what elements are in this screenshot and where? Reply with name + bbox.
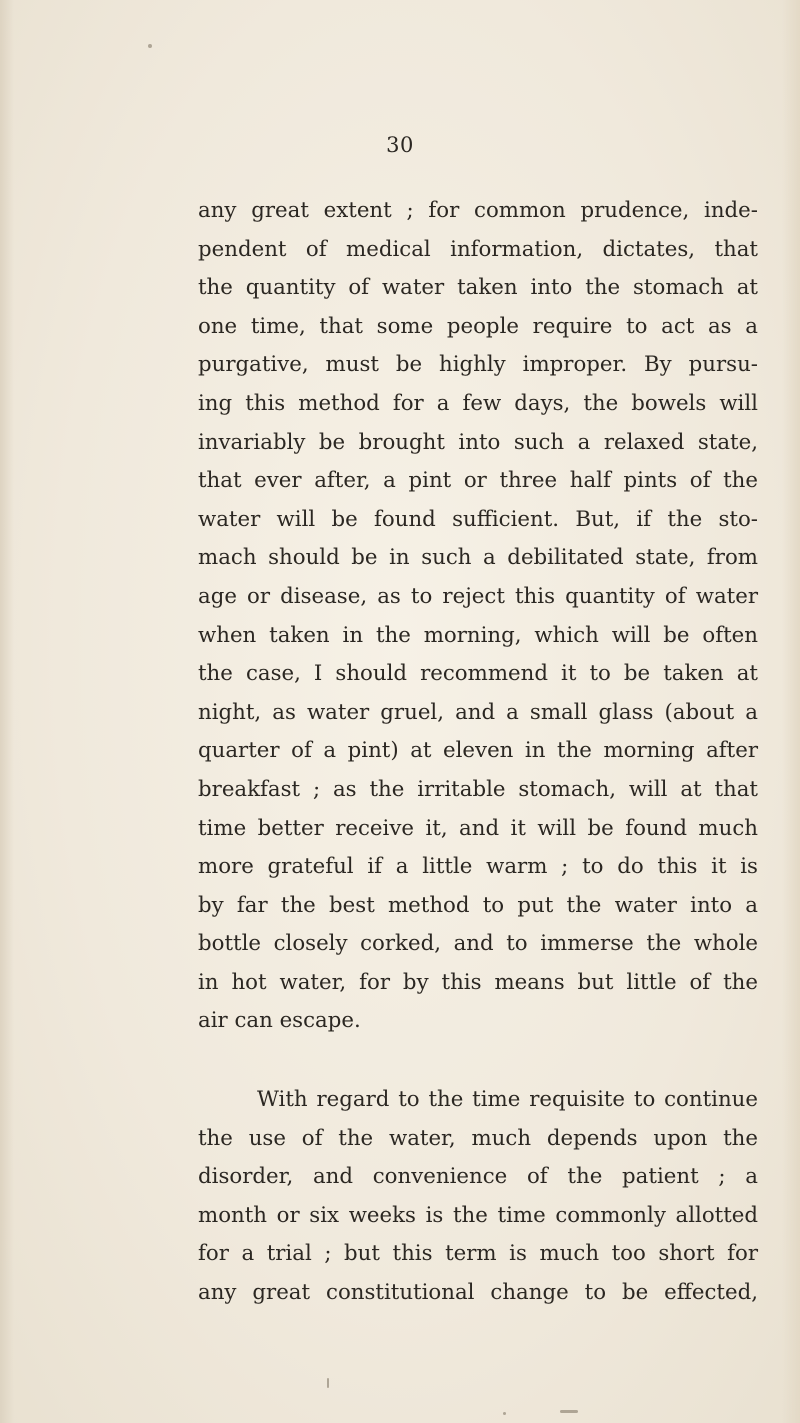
text-line: air can escape. <box>198 1008 361 1034</box>
text-line: by far the best method to put the water into a <box>198 892 758 918</box>
paper-speck <box>560 1410 578 1413</box>
text-line: invariably be brought into such a relaxed state, <box>198 429 758 455</box>
text-line: when taken in the morning, which will be often <box>198 622 758 648</box>
text-line: quarter of a pint) at eleven in the morning after <box>198 738 758 764</box>
text-line: purgative, must be highly improper. By pursu- <box>198 352 758 378</box>
text-line: in hot water, for by this means but little of the <box>198 969 758 995</box>
text-line: age or disease, as to reject this quantity of water <box>198 583 758 609</box>
text-line: for a trial ; but this term is much too short for <box>198 1241 758 1267</box>
text-line: time better receive it, and it will be found much <box>198 815 758 841</box>
text-line: breakfast ; as the irritable stomach, will at that <box>198 776 758 802</box>
body-text <box>198 192 758 1313</box>
text-line: any great constitutional change to be effected, <box>198 1280 758 1306</box>
text-line: the case, I should recommend it to be taken at <box>198 661 758 687</box>
page-edge-shadow-right <box>782 0 800 1423</box>
text-line: any great extent ; for common prudence, inde- <box>198 198 758 223</box>
paragraph-gap <box>198 1041 758 1081</box>
text-line: month or six weeks is the time commonly allotted <box>198 1202 758 1228</box>
paragraph-2 <box>198 1081 758 1313</box>
text-line: With regard to the time requisite to continue <box>257 1087 758 1113</box>
text-line: more grateful if a little warm ; to do this it is <box>198 854 758 880</box>
text-line: the use of the water, much depends upon the <box>198 1125 758 1151</box>
text-line: ing this method for a few days, the bowels will <box>198 390 758 416</box>
text-line: that ever after, a pint or three half pints of the <box>198 468 758 494</box>
text-line: pendent of medical information, dictates, that <box>198 236 758 262</box>
text-line: water will be found sufficient. But, if the sto- <box>198 506 758 532</box>
paragraph-1 <box>198 192 758 1041</box>
page-edge-shadow-left <box>0 0 14 1423</box>
text-line: disorder, and convenience of the patient ; a <box>198 1164 758 1190</box>
text-line: mach should be in such a debilitated state, from <box>198 545 758 571</box>
text-line: night, as water gruel, and a small glass (about a <box>198 699 758 725</box>
text-line: the quantity of water taken into the stomach at <box>198 275 758 301</box>
text-line: one time, that some people require to act as a <box>198 313 758 339</box>
text-line: bottle closely corked, and to immerse the whole <box>198 931 758 957</box>
page-number: 30 <box>386 133 414 157</box>
paper-speck <box>503 1412 506 1415</box>
paper-speck <box>327 1378 329 1388</box>
paper-speck <box>148 44 152 48</box>
